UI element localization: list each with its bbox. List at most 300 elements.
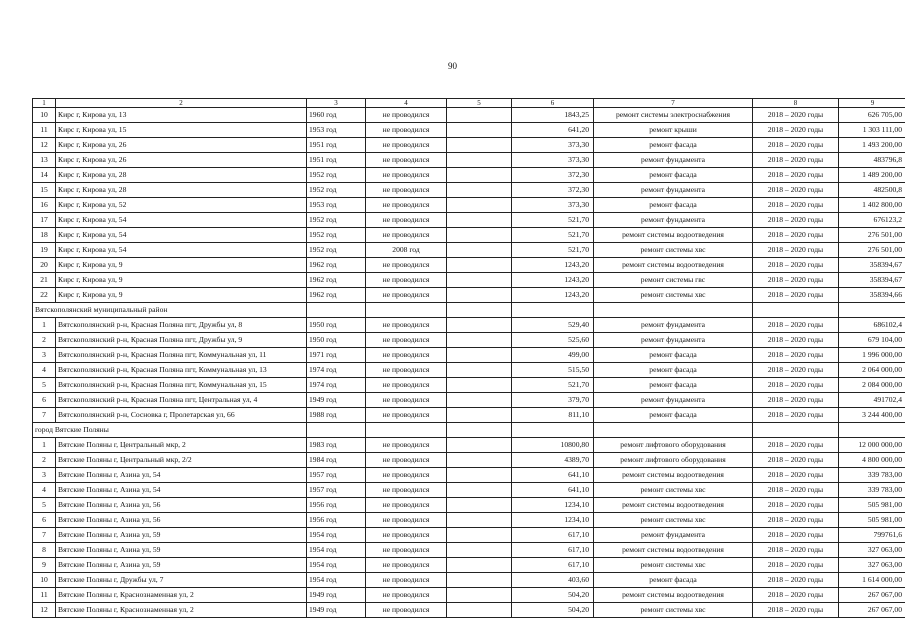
period-cell: 2018 – 2020 годы [753, 273, 839, 288]
address-cell: Кирс г, Кирова ул, 54 [56, 213, 307, 228]
empty-cell [447, 213, 512, 228]
cost-cell: 2 084 000,00 [839, 378, 905, 393]
row-number-cell: 12 [33, 138, 56, 153]
area-cell: 4389,70 [512, 453, 594, 468]
column-number: 9 [839, 99, 905, 108]
row-number-cell: 21 [33, 273, 56, 288]
column-number: 4 [366, 99, 447, 108]
empty-cell [447, 438, 512, 453]
cost-cell: 686102,4 [839, 318, 905, 333]
last-repair-cell: не проводился [366, 108, 447, 123]
address-cell: Вятские Поляны г, Азина ул, 56 [56, 498, 307, 513]
empty-cell [447, 318, 512, 333]
table-row [33, 168, 905, 183]
address-cell: Вятскополянский р-н, Красная Поляна пгт, Коммунальная ул, 11 [56, 348, 307, 363]
work-type-cell: ремонт системы водоотведения [594, 498, 753, 513]
empty-cell [447, 153, 512, 168]
table-row [33, 468, 905, 483]
cost-cell: 358394,67 [839, 258, 905, 273]
last-repair-cell: не проводился [366, 453, 447, 468]
table-row [33, 198, 905, 213]
table-row [33, 558, 905, 573]
build-year-cell: 1962 год [307, 258, 366, 273]
row-number-cell: 1 [33, 438, 56, 453]
build-year-cell: 1954 год [307, 558, 366, 573]
last-repair-cell: не проводился [366, 378, 447, 393]
table-row [33, 573, 905, 588]
row-number-cell: 5 [33, 378, 56, 393]
area-cell: 1243,20 [512, 258, 594, 273]
last-repair-cell: не проводился [366, 588, 447, 603]
address-cell: Вятскополянский р-н, Красная Поляна пгт, Коммунальная ул, 13 [56, 363, 307, 378]
build-year-cell: 1952 год [307, 168, 366, 183]
cost-cell: 505 981,00 [839, 513, 905, 528]
period-cell: 2018 – 2020 годы [753, 108, 839, 123]
empty-cell [594, 423, 753, 438]
table-row [33, 498, 905, 513]
cost-cell: 12 000 000,00 [839, 438, 905, 453]
last-repair-cell: не проводился [366, 468, 447, 483]
table-row [33, 243, 905, 258]
table-row [33, 108, 905, 123]
empty-cell [447, 528, 512, 543]
address-cell: Кирс г, Кирова ул, 9 [56, 288, 307, 303]
build-year-cell: 1974 год [307, 378, 366, 393]
empty-cell [447, 423, 512, 438]
work-type-cell: ремонт системы хвс [594, 483, 753, 498]
address-cell: Кирс г, Кирова ул, 26 [56, 138, 307, 153]
area-cell: 1843,25 [512, 108, 594, 123]
area-cell: 521,70 [512, 228, 594, 243]
row-number-cell: 13 [33, 153, 56, 168]
empty-cell [366, 303, 447, 318]
row-number-cell: 6 [33, 393, 56, 408]
period-cell: 2018 – 2020 годы [753, 468, 839, 483]
row-number-cell: 19 [33, 243, 56, 258]
period-cell: 2018 – 2020 годы [753, 198, 839, 213]
last-repair-cell: не проводился [366, 513, 447, 528]
area-cell: 529,40 [512, 318, 594, 333]
period-cell: 2018 – 2020 годы [753, 603, 839, 618]
last-repair-cell: не проводился [366, 348, 447, 363]
period-cell: 2018 – 2020 годы [753, 333, 839, 348]
build-year-cell: 1956 год [307, 498, 366, 513]
empty-cell [447, 468, 512, 483]
empty-cell [447, 333, 512, 348]
address-cell: Вятскополянский р-н, Красная Поляна пгт, Дружбы ул, 8 [56, 318, 307, 333]
table-row [33, 378, 905, 393]
cost-cell: 483796,8 [839, 153, 905, 168]
cost-cell: 339 783,00 [839, 468, 905, 483]
table-row [33, 453, 905, 468]
last-repair-cell: не проводился [366, 168, 447, 183]
last-repair-cell: не проводился [366, 393, 447, 408]
empty-cell [447, 483, 512, 498]
empty-cell [447, 243, 512, 258]
row-number-cell: 15 [33, 183, 56, 198]
work-type-cell: ремонт системы электроснабжения [594, 108, 753, 123]
period-cell: 2018 – 2020 годы [753, 513, 839, 528]
empty-cell [447, 513, 512, 528]
period-cell: 2018 – 2020 годы [753, 393, 839, 408]
work-type-cell: ремонт системы хвс [594, 513, 753, 528]
period-cell: 2018 – 2020 годы [753, 483, 839, 498]
empty-cell [447, 303, 512, 318]
cost-cell: 267 067,00 [839, 588, 905, 603]
table-row [33, 258, 905, 273]
empty-cell [447, 183, 512, 198]
empty-cell [512, 423, 594, 438]
area-cell: 403,60 [512, 573, 594, 588]
address-cell: Вятские Поляны г, Азина ул, 54 [56, 468, 307, 483]
cost-cell: 491702,4 [839, 393, 905, 408]
empty-cell [447, 603, 512, 618]
work-type-cell: ремонт фундамента [594, 183, 753, 198]
last-repair-cell: не проводился [366, 483, 447, 498]
cost-cell: 1 402 800,00 [839, 198, 905, 213]
address-cell: Кирс г, Кирова ул, 28 [56, 183, 307, 198]
build-year-cell: 1950 год [307, 318, 366, 333]
table-row [33, 393, 905, 408]
empty-cell [753, 303, 839, 318]
period-cell: 2018 – 2020 годы [753, 453, 839, 468]
address-cell: Вятские Поляны г, Центральный мкр, 2/2 [56, 453, 307, 468]
section-row [33, 423, 905, 438]
row-number-cell: 17 [33, 213, 56, 228]
row-number-cell: 7 [33, 528, 56, 543]
column-number: 6 [512, 99, 594, 108]
work-type-cell: ремонт фасада [594, 363, 753, 378]
table-body [33, 99, 905, 618]
empty-cell [447, 363, 512, 378]
cost-cell: 1 996 000,00 [839, 348, 905, 363]
area-cell: 525,60 [512, 333, 594, 348]
row-number-cell: 22 [33, 288, 56, 303]
area-cell: 521,70 [512, 378, 594, 393]
build-year-cell: 1949 год [307, 603, 366, 618]
address-cell: Вятскополянский р-н, Красная Поляна пгт, Коммунальная ул, 15 [56, 378, 307, 393]
build-year-cell: 1957 год [307, 483, 366, 498]
empty-cell [839, 423, 905, 438]
last-repair-cell: не проводился [366, 543, 447, 558]
last-repair-cell: не проводился [366, 603, 447, 618]
last-repair-cell: не проводился [366, 363, 447, 378]
section-title: Вятскополянский муниципальный район [33, 303, 307, 318]
cost-cell: 339 783,00 [839, 483, 905, 498]
work-type-cell: ремонт фундамента [594, 393, 753, 408]
table-row [33, 363, 905, 378]
cost-cell: 276 501,00 [839, 243, 905, 258]
work-type-cell: ремонт системы хвс [594, 603, 753, 618]
area-cell: 379,70 [512, 393, 594, 408]
last-repair-cell: не проводился [366, 558, 447, 573]
work-type-cell: ремонт фасада [594, 408, 753, 423]
cost-cell: 676123,2 [839, 213, 905, 228]
section-row [33, 303, 905, 318]
row-number-cell: 3 [33, 468, 56, 483]
area-cell: 641,20 [512, 123, 594, 138]
area-cell: 504,20 [512, 588, 594, 603]
row-number-cell: 8 [33, 543, 56, 558]
period-cell: 2018 – 2020 годы [753, 528, 839, 543]
work-type-cell: ремонт системы водоотведения [594, 543, 753, 558]
last-repair-cell: не проводился [366, 288, 447, 303]
area-cell: 1243,20 [512, 273, 594, 288]
cost-cell: 799761,6 [839, 528, 905, 543]
empty-cell [447, 138, 512, 153]
period-cell: 2018 – 2020 годы [753, 123, 839, 138]
area-cell: 373,30 [512, 153, 594, 168]
row-number-cell: 18 [33, 228, 56, 243]
work-type-cell: ремонт фасада [594, 378, 753, 393]
row-number-cell: 7 [33, 408, 56, 423]
column-number: 5 [447, 99, 512, 108]
cost-cell: 358394,67 [839, 273, 905, 288]
empty-cell [447, 393, 512, 408]
cost-cell: 327 063,00 [839, 543, 905, 558]
empty-cell [447, 168, 512, 183]
empty-cell [447, 453, 512, 468]
table-row [33, 528, 905, 543]
work-type-cell: ремонт системы водоотведения [594, 468, 753, 483]
last-repair-cell: не проводился [366, 438, 447, 453]
column-number: 8 [753, 99, 839, 108]
build-year-cell: 1957 год [307, 468, 366, 483]
address-cell: Кирс г, Кирова ул, 28 [56, 168, 307, 183]
empty-cell [753, 423, 839, 438]
area-cell: 1234,10 [512, 513, 594, 528]
column-number: 1 [33, 99, 56, 108]
column-number-row [33, 99, 905, 108]
address-cell: Вятские Поляны г, Краснознаменная ул, 2 [56, 588, 307, 603]
row-number-cell: 2 [33, 333, 56, 348]
last-repair-cell: не проводился [366, 258, 447, 273]
area-cell: 373,30 [512, 198, 594, 213]
cost-cell: 4 800 000,00 [839, 453, 905, 468]
work-type-cell: ремонт фасада [594, 198, 753, 213]
area-cell: 499,00 [512, 348, 594, 363]
row-number-cell: 14 [33, 168, 56, 183]
build-year-cell: 1956 год [307, 513, 366, 528]
build-year-cell: 1983 год [307, 438, 366, 453]
last-repair-cell: не проводился [366, 498, 447, 513]
address-cell: Кирс г, Кирова ул, 26 [56, 153, 307, 168]
address-cell: Вятские Поляны г, Дружбы ул, 7 [56, 573, 307, 588]
section-title: город Вятские Поляны [33, 423, 307, 438]
area-cell: 521,70 [512, 243, 594, 258]
table-row [33, 318, 905, 333]
work-type-cell: ремонт фасада [594, 573, 753, 588]
row-number-cell: 5 [33, 498, 56, 513]
area-cell: 10800,80 [512, 438, 594, 453]
last-repair-cell: не проводился [366, 333, 447, 348]
area-cell: 521,70 [512, 213, 594, 228]
build-year-cell: 1952 год [307, 183, 366, 198]
build-year-cell: 1962 год [307, 273, 366, 288]
table-row [33, 138, 905, 153]
empty-cell [447, 588, 512, 603]
housing-repair-table [32, 98, 905, 618]
period-cell: 2018 – 2020 годы [753, 498, 839, 513]
build-year-cell: 1951 год [307, 138, 366, 153]
empty-cell [447, 558, 512, 573]
period-cell: 2018 – 2020 годы [753, 318, 839, 333]
build-year-cell: 1952 год [307, 243, 366, 258]
row-number-cell: 4 [33, 483, 56, 498]
work-type-cell: ремонт системы хвс [594, 243, 753, 258]
cost-cell: 1 614 000,00 [839, 573, 905, 588]
work-type-cell: ремонт системы водоотведения [594, 258, 753, 273]
period-cell: 2018 – 2020 годы [753, 588, 839, 603]
area-cell: 504,20 [512, 603, 594, 618]
work-type-cell: ремонт фундамента [594, 213, 753, 228]
cost-cell: 358394,66 [839, 288, 905, 303]
build-year-cell: 1971 год [307, 348, 366, 363]
empty-cell [447, 273, 512, 288]
cost-cell: 679 104,00 [839, 333, 905, 348]
cost-cell: 267 067,00 [839, 603, 905, 618]
period-cell: 2018 – 2020 годы [753, 138, 839, 153]
table-row [33, 603, 905, 618]
cost-cell: 1 489 200,00 [839, 168, 905, 183]
address-cell: Вятские Поляны г, Азина ул, 59 [56, 558, 307, 573]
address-cell: Кирс г, Кирова ул, 9 [56, 258, 307, 273]
table-row [33, 513, 905, 528]
period-cell: 2018 – 2020 годы [753, 558, 839, 573]
row-number-cell: 9 [33, 558, 56, 573]
empty-cell [594, 303, 753, 318]
address-cell: Вятские Поляны г, Азина ул, 54 [56, 483, 307, 498]
last-repair-cell: не проводился [366, 138, 447, 153]
row-number-cell: 1 [33, 318, 56, 333]
table-row [33, 348, 905, 363]
row-number-cell: 11 [33, 123, 56, 138]
table-row [33, 153, 905, 168]
last-repair-cell: не проводился [366, 228, 447, 243]
work-type-cell: ремонт системы хвс [594, 558, 753, 573]
work-type-cell: ремонт системы гвс [594, 273, 753, 288]
row-number-cell: 11 [33, 588, 56, 603]
row-number-cell: 2 [33, 453, 56, 468]
period-cell: 2018 – 2020 годы [753, 153, 839, 168]
address-cell: Кирс г, Кирова ул, 9 [56, 273, 307, 288]
cost-cell: 2 064 000,00 [839, 363, 905, 378]
build-year-cell: 1954 год [307, 573, 366, 588]
row-number-cell: 20 [33, 258, 56, 273]
cost-cell: 482500,8 [839, 183, 905, 198]
page-number: 90 [448, 61, 457, 71]
empty-cell [447, 378, 512, 393]
build-year-cell: 1954 год [307, 528, 366, 543]
empty-cell [447, 408, 512, 423]
empty-cell [839, 303, 905, 318]
work-type-cell: ремонт фасада [594, 348, 753, 363]
area-cell: 811,10 [512, 408, 594, 423]
last-repair-cell: не проводился [366, 408, 447, 423]
cost-cell: 3 244 400,00 [839, 408, 905, 423]
work-type-cell: ремонт крыши [594, 123, 753, 138]
area-cell: 373,30 [512, 138, 594, 153]
area-cell: 515,50 [512, 363, 594, 378]
work-type-cell: ремонт фундамента [594, 333, 753, 348]
build-year-cell: 1954 год [307, 543, 366, 558]
cost-cell: 1 303 111,00 [839, 123, 905, 138]
work-type-cell: ремонт системы водоотведения [594, 228, 753, 243]
period-cell: 2018 – 2020 годы [753, 243, 839, 258]
column-number: 7 [594, 99, 753, 108]
area-cell: 617,10 [512, 543, 594, 558]
last-repair-cell: не проводился [366, 183, 447, 198]
row-number-cell: 10 [33, 573, 56, 588]
empty-cell [307, 303, 366, 318]
build-year-cell: 1952 год [307, 213, 366, 228]
address-cell: Вятские Поляны г, Азина ул, 59 [56, 543, 307, 558]
empty-cell [447, 198, 512, 213]
work-type-cell: ремонт системы хвс [594, 288, 753, 303]
row-number-cell: 6 [33, 513, 56, 528]
cost-cell: 1 493 200,00 [839, 138, 905, 153]
table-row [33, 333, 905, 348]
last-repair-cell: не проводился [366, 318, 447, 333]
area-cell: 617,10 [512, 558, 594, 573]
empty-cell [447, 348, 512, 363]
last-repair-cell: не проводился [366, 573, 447, 588]
empty-cell [447, 123, 512, 138]
build-year-cell: 1988 год [307, 408, 366, 423]
address-cell: Вятскополянский р-н, Красная Поляна пгт, Дружбы ул, 9 [56, 333, 307, 348]
table-row [33, 123, 905, 138]
address-cell: Вятские Поляны г, Краснознаменная ул, 2 [56, 603, 307, 618]
table-row [33, 228, 905, 243]
work-type-cell: ремонт фундамента [594, 528, 753, 543]
work-type-cell: ремонт системы водоотведения [594, 588, 753, 603]
area-cell: 1234,10 [512, 498, 594, 513]
period-cell: 2018 – 2020 годы [753, 378, 839, 393]
address-cell: Вятскополянский р-н, Сосновка г, Пролетарская ул, 66 [56, 408, 307, 423]
period-cell: 2018 – 2020 годы [753, 228, 839, 243]
empty-cell [512, 303, 594, 318]
last-repair-cell: не проводился [366, 123, 447, 138]
cost-cell: 327 063,00 [839, 558, 905, 573]
empty-cell [307, 423, 366, 438]
table-row [33, 438, 905, 453]
period-cell: 2018 – 2020 годы [753, 288, 839, 303]
period-cell: 2018 – 2020 годы [753, 408, 839, 423]
work-type-cell: ремонт лифтового оборудования [594, 438, 753, 453]
address-cell: Кирс г, Кирова ул, 52 [56, 198, 307, 213]
table-row [33, 273, 905, 288]
work-type-cell: ремонт фундамента [594, 318, 753, 333]
work-type-cell: ремонт фасада [594, 168, 753, 183]
column-number: 3 [307, 99, 366, 108]
empty-cell [447, 258, 512, 273]
row-number-cell: 12 [33, 603, 56, 618]
address-cell: Кирс г, Кирова ул, 54 [56, 243, 307, 258]
empty-cell [447, 573, 512, 588]
last-repair-cell: не проводился [366, 198, 447, 213]
area-cell: 1243,20 [512, 288, 594, 303]
address-cell: Вятские Поляны г, Центральный мкр, 2 [56, 438, 307, 453]
work-type-cell: ремонт фасада [594, 138, 753, 153]
cost-cell: 626 705,00 [839, 108, 905, 123]
build-year-cell: 1960 год [307, 108, 366, 123]
area-cell: 641,10 [512, 483, 594, 498]
last-repair-cell: не проводился [366, 153, 447, 168]
row-number-cell: 10 [33, 108, 56, 123]
row-number-cell: 3 [33, 348, 56, 363]
cost-cell: 276 501,00 [839, 228, 905, 243]
period-cell: 2018 – 2020 годы [753, 363, 839, 378]
